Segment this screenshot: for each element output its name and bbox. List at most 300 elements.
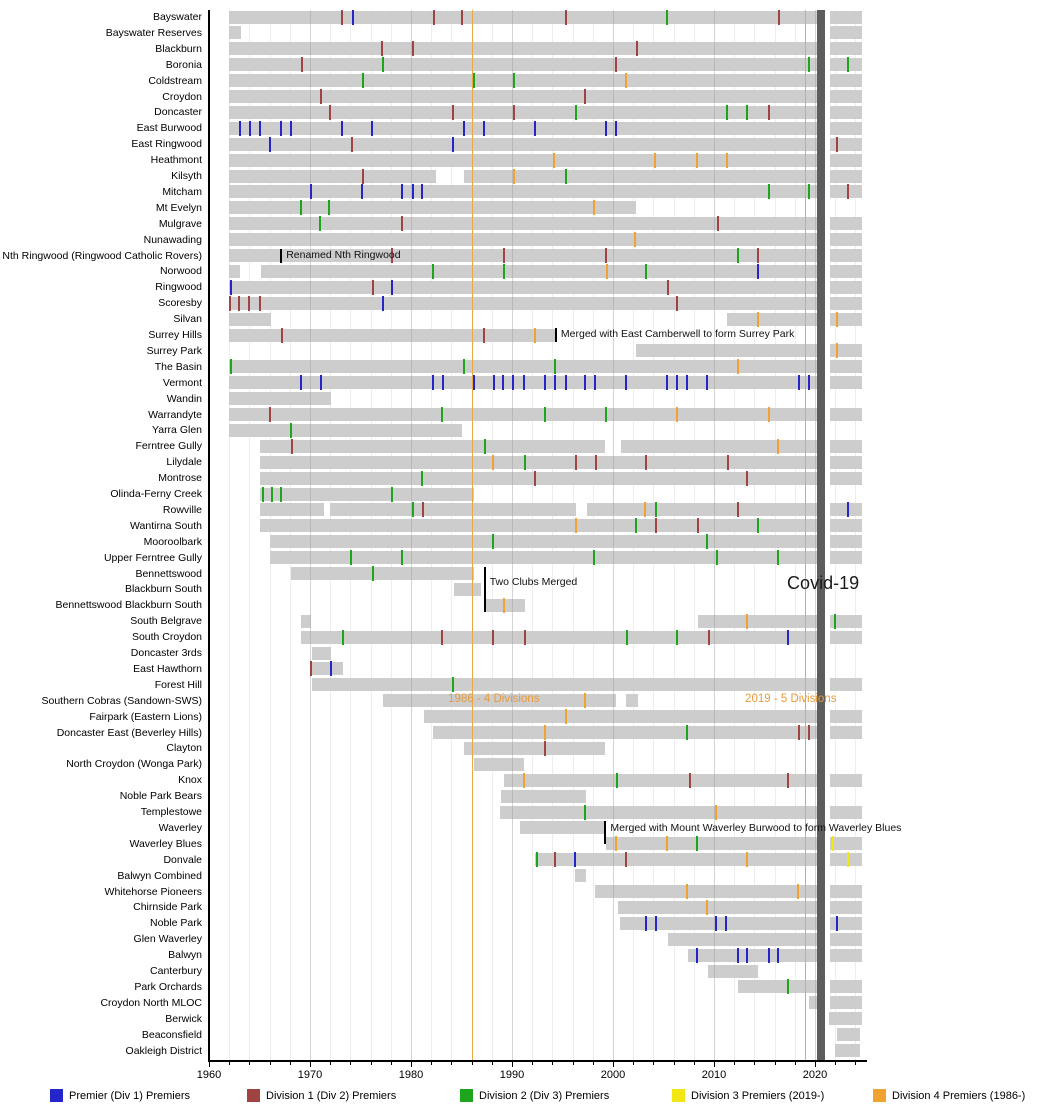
era-bar — [229, 329, 555, 342]
era-bar — [830, 265, 862, 278]
club-label: Southern Cobras (Sandown-SWS) — [41, 694, 202, 707]
covid-band — [817, 10, 825, 1060]
premiership-tick-4 — [644, 502, 646, 517]
premiership-tick-1 — [847, 184, 849, 199]
club-label: The Basin — [154, 360, 202, 373]
premiership-tick-P — [787, 630, 789, 645]
premiership-tick-1 — [412, 41, 414, 56]
club-label: Bennettswood Blackburn South — [55, 599, 202, 612]
premiership-tick-P — [737, 948, 739, 963]
club-label: Olinda-Ferny Creek — [110, 488, 202, 500]
premiership-tick-4 — [565, 709, 567, 724]
premiership-tick-1 — [757, 248, 759, 263]
era-bar — [229, 408, 817, 421]
premiership-tick-P — [836, 916, 838, 931]
x-axis-tick — [451, 1061, 452, 1065]
premiership-tick-2 — [716, 550, 718, 565]
premiership-tick-2 — [452, 677, 454, 692]
premiership-tick-P — [512, 375, 514, 390]
x-axis-tick — [593, 1061, 594, 1065]
premiership-tick-2 — [768, 184, 770, 199]
club-label: Glen Waverley — [133, 933, 202, 946]
era-bar — [830, 710, 862, 723]
gridline-decade — [714, 10, 715, 1060]
premiership-tick-1 — [372, 280, 374, 295]
club-label: Croydon North MLOC — [100, 996, 202, 1009]
club-label: Bayswater Reserves — [105, 26, 202, 39]
premiership-tick-1 — [248, 296, 250, 311]
premiership-tick-1 — [351, 137, 353, 152]
x-axis-line — [208, 1060, 867, 1062]
x-axis-tick — [209, 1061, 210, 1067]
club-label: Forest Hill — [154, 678, 202, 691]
club-label: Doncaster — [154, 106, 202, 119]
club-label: Canterbury — [150, 965, 202, 977]
premiership-tick-P — [382, 296, 384, 311]
era-bar — [837, 1028, 860, 1041]
era-bar — [618, 901, 817, 914]
club-label: Noble Park — [150, 917, 202, 930]
era-bar — [698, 615, 817, 628]
premiership-tick-P — [645, 916, 647, 931]
premiership-tick-2 — [524, 455, 526, 470]
premiership-tick-P — [310, 184, 312, 199]
gridline-decade — [815, 10, 816, 1060]
premiership-tick-1 — [341, 10, 343, 25]
premiership-tick-1 — [717, 216, 719, 231]
premiership-tick-1 — [808, 725, 810, 740]
premiership-tick-1 — [381, 41, 383, 56]
era-bar — [830, 185, 862, 198]
premiership-tick-3 — [847, 852, 849, 867]
era-bar — [835, 1044, 860, 1057]
x-axis-tick — [855, 1061, 856, 1065]
premiership-tick-P — [625, 375, 627, 390]
era-bar — [587, 503, 817, 516]
era-bar — [229, 281, 817, 294]
premiership-tick-1 — [441, 630, 443, 645]
club-label: Ringwood — [155, 281, 202, 294]
premiership-tick-4 — [606, 264, 608, 279]
era-bar — [229, 424, 462, 437]
premiership-tick-4 — [686, 884, 688, 899]
era-bar — [229, 58, 817, 71]
merge-annotation-text: Merged with East Camberwell to form Surrey Park — [560, 328, 795, 340]
era-bar — [229, 42, 817, 55]
era-bar — [626, 694, 638, 707]
premiership-tick-P — [421, 184, 423, 199]
x-axis-tick — [815, 1061, 816, 1067]
legend-label: Division 1 (Div 2) Premiers — [266, 1090, 397, 1102]
club-label: East Ringwood — [131, 138, 202, 151]
x-axis-tick — [472, 1061, 473, 1065]
era-bar — [229, 313, 270, 326]
premiership-tick-2 — [280, 487, 282, 502]
era-bar — [261, 265, 818, 278]
era-bar — [830, 170, 862, 183]
era-bar — [830, 519, 862, 532]
club-label: Surrey Park — [146, 344, 202, 357]
premiership-tick-P — [746, 948, 748, 963]
merge-marker-line — [484, 567, 486, 613]
premiership-tick-P — [554, 375, 556, 390]
premiership-tick-2 — [271, 487, 273, 502]
premiership-tick-2 — [401, 550, 403, 565]
premiership-tick-4 — [737, 359, 739, 374]
premiership-tick-P — [249, 121, 251, 136]
gridline-minor — [229, 10, 230, 1060]
era-bar — [454, 583, 480, 596]
gridline-minor — [249, 10, 250, 1060]
club-label: Mt Evelyn — [155, 201, 202, 214]
club-label: Kilsyth — [171, 170, 202, 182]
premiership-tick-P — [493, 375, 495, 390]
era-bar — [830, 917, 862, 930]
club-label: Whitehorse Pioneers — [104, 885, 202, 898]
premiership-tick-P — [352, 10, 354, 25]
x-axis-tick — [573, 1061, 574, 1065]
premiership-tick-2 — [645, 264, 647, 279]
x-axis-tick — [734, 1061, 735, 1065]
premiership-tick-2 — [676, 630, 678, 645]
premiership-tick-2 — [575, 105, 577, 120]
x-axis-tick — [795, 1061, 796, 1065]
premiership-tick-2 — [432, 264, 434, 279]
premiership-tick-1 — [667, 280, 669, 295]
premiership-tick-1 — [746, 471, 748, 486]
premiership-tick-P — [259, 121, 261, 136]
premiership-tick-1 — [229, 296, 231, 311]
era-bar — [830, 281, 862, 294]
premiership-tick-P — [230, 280, 232, 295]
era-bar — [301, 631, 817, 644]
premiership-tick-1 — [787, 773, 789, 788]
premiership-tick-P — [676, 375, 678, 390]
premiership-tick-P — [523, 375, 525, 390]
era-bar — [424, 710, 817, 723]
x-axis-tick — [350, 1061, 351, 1065]
era-bar — [830, 456, 862, 469]
premiership-tick-2 — [319, 216, 321, 231]
merge-annotation-text: Merged with Mount Waverley Burwood to form Waverley Blues — [610, 822, 902, 835]
premiership-tick-4 — [634, 232, 636, 247]
era-bar — [830, 980, 862, 993]
club-label: Upper Ferntree Gully — [103, 551, 202, 564]
legend-swatch-1 — [247, 1089, 260, 1102]
era-bar — [229, 217, 817, 230]
legend-label: Premier (Div 1) Premiers — [69, 1090, 191, 1102]
era-bar — [229, 154, 817, 167]
club-label: Noble Park Bears — [119, 790, 202, 803]
merge-marker-line — [280, 249, 282, 263]
gridline-decade — [411, 10, 412, 1060]
premiership-tick-1 — [422, 502, 424, 517]
era-bar — [830, 249, 862, 262]
premiership-tick-P — [574, 852, 576, 867]
premiership-tick-1 — [238, 296, 240, 311]
club-label: Nunawading — [143, 233, 202, 246]
club-label: Lilydale — [166, 456, 202, 469]
premiership-tick-4 — [715, 805, 717, 820]
era-bar — [504, 774, 817, 787]
premiership-tick-P — [777, 948, 779, 963]
premiership-tick-1 — [615, 57, 617, 72]
premiership-tick-4 — [777, 439, 779, 454]
x-axis-label: 2020 — [802, 1069, 828, 1081]
premiership-tick-1 — [798, 725, 800, 740]
gridline-decade — [613, 10, 614, 1060]
era-bar — [830, 551, 862, 564]
premiership-tick-1 — [676, 296, 678, 311]
premiership-tick-2 — [421, 471, 423, 486]
premiership-tick-2 — [655, 502, 657, 517]
premiership-tick-P — [686, 375, 688, 390]
era-bar — [291, 567, 474, 580]
premiership-tick-2 — [513, 73, 515, 88]
premiership-tick-P — [706, 375, 708, 390]
x-axis-label: 1970 — [297, 1069, 323, 1081]
x-axis-tick — [633, 1061, 634, 1065]
y-axis-line — [208, 10, 210, 1060]
premiership-tick-P — [534, 121, 536, 136]
era-bar — [229, 392, 331, 405]
era-bar — [229, 122, 817, 135]
premiership-tick-P — [280, 121, 282, 136]
premiership-tick-4 — [553, 153, 555, 168]
era-bar — [229, 170, 436, 183]
premiership-tick-P — [798, 375, 800, 390]
premiership-tick-P — [715, 916, 717, 931]
era-bar — [330, 503, 575, 516]
club-label: East Hawthorn — [133, 662, 202, 675]
club-label: Yarra Glen — [152, 424, 202, 437]
club-label: Coldstream — [148, 74, 202, 87]
x-axis-tick — [330, 1061, 331, 1065]
premiership-tick-1 — [281, 328, 283, 343]
era-bar — [270, 535, 817, 548]
premiership-tick-4 — [523, 773, 525, 788]
era-bar — [229, 233, 817, 246]
premiership-tick-1 — [362, 169, 364, 184]
premiership-tick-2 — [847, 57, 849, 72]
x-axis-tick — [754, 1061, 755, 1065]
premiership-tick-2 — [503, 264, 505, 279]
premiership-tick-P — [666, 375, 668, 390]
premiership-tick-1 — [301, 57, 303, 72]
x-axis-tick — [613, 1061, 614, 1067]
premiership-tick-P — [565, 375, 567, 390]
legend-swatch-2 — [460, 1089, 473, 1102]
premiership-tick-4 — [768, 407, 770, 422]
club-label: Berwick — [165, 1012, 202, 1025]
premiership-tick-2 — [808, 57, 810, 72]
premiership-tick-P — [391, 280, 393, 295]
premiership-tick-1 — [503, 248, 505, 263]
x-axis-tick — [552, 1061, 553, 1065]
premiership-tick-P — [502, 375, 504, 390]
premiership-tick-P — [290, 121, 292, 136]
premiership-tick-2 — [544, 407, 546, 422]
x-axis-tick — [431, 1061, 432, 1065]
premiership-tick-4 — [706, 900, 708, 915]
premiership-tick-2 — [635, 518, 637, 533]
era-bar — [830, 678, 862, 691]
x-axis-tick — [714, 1061, 715, 1067]
premiership-tick-4 — [836, 343, 838, 358]
club-label: Wandin — [166, 392, 202, 405]
premiership-tick-2 — [777, 550, 779, 565]
premiership-tick-P — [655, 916, 657, 931]
era-bar — [727, 313, 817, 326]
premiership-tick-2 — [391, 487, 393, 502]
club-label: East Burwood — [136, 122, 202, 135]
club-label: Croydon — [162, 90, 202, 103]
era-bar — [229, 90, 817, 103]
premiership-tick-1 — [291, 439, 293, 454]
club-label: Templestowe — [140, 806, 202, 818]
era-bar — [830, 774, 862, 787]
premiership-tick-1 — [625, 852, 627, 867]
premiership-tick-2 — [565, 169, 567, 184]
club-label: Balwyn — [168, 949, 202, 962]
club-label: Boronia — [165, 58, 202, 71]
club-label: Beaconsfield — [141, 1028, 202, 1041]
premiership-tick-P — [371, 121, 373, 136]
club-label: Wantirna South — [130, 519, 202, 532]
premiership-tick-P — [615, 121, 617, 136]
premiership-tick-P — [442, 375, 444, 390]
club-label: Montrose — [158, 472, 202, 485]
premiership-tick-1 — [575, 455, 577, 470]
era-bar — [830, 726, 862, 739]
merge-annotation-text: Two Clubs Merged — [489, 576, 578, 589]
era-bar — [830, 106, 862, 119]
chart-note-text: 1986 - 4 Divisions — [448, 693, 540, 706]
premiership-tick-2 — [666, 10, 668, 25]
gridline-decade — [310, 10, 311, 1060]
legend-swatch-3 — [672, 1089, 685, 1102]
premiership-tick-2 — [328, 200, 330, 215]
premiership-tick-P — [768, 948, 770, 963]
era-bar — [620, 917, 817, 930]
premiership-tick-2 — [706, 534, 708, 549]
premiership-tick-P — [594, 375, 596, 390]
merge-marker-line — [555, 328, 557, 342]
era-bar — [229, 74, 817, 87]
club-label: Chirnside Park — [133, 901, 202, 914]
club-label: Ferntree Gully — [135, 440, 202, 453]
premiership-tick-2 — [726, 105, 728, 120]
premiership-tick-1 — [524, 630, 526, 645]
era-bar — [575, 869, 586, 882]
era-bar — [501, 790, 586, 803]
premiership-tick-4 — [757, 312, 759, 327]
premiership-tick-1 — [689, 773, 691, 788]
era-bar — [229, 11, 817, 24]
era-bar — [464, 170, 818, 183]
premiership-tick-1 — [534, 471, 536, 486]
club-label: Knox — [178, 774, 202, 787]
premiership-tick-2 — [808, 184, 810, 199]
club-label: Mulgrave — [158, 217, 202, 230]
x-axis-tick — [411, 1061, 412, 1067]
premiership-tick-4 — [534, 328, 536, 343]
club-label: Waverley Blues — [129, 837, 202, 850]
premiership-tick-4 — [625, 73, 627, 88]
club-label: Waverley — [158, 821, 202, 834]
premiership-tick-2 — [787, 979, 789, 994]
premiership-tick-4 — [836, 312, 838, 327]
era-bar — [830, 74, 862, 87]
club-label: Blackburn — [155, 42, 202, 55]
era-bar — [520, 821, 605, 834]
premiership-tick-3 — [832, 836, 834, 851]
premiership-tick-2 — [473, 73, 475, 88]
premiership-tick-P — [473, 375, 475, 390]
premiership-tick-4 — [726, 153, 728, 168]
premiership-tick-P — [239, 121, 241, 136]
club-label: Surrey Hills — [148, 329, 202, 341]
premiership-tick-P — [584, 375, 586, 390]
era-bar — [229, 185, 817, 198]
premiership-tick-P — [696, 948, 698, 963]
premiership-tick-2 — [382, 57, 384, 72]
x-axis-tick — [532, 1061, 533, 1065]
premiership-tick-2 — [616, 773, 618, 788]
premiership-tick-2 — [593, 550, 595, 565]
era-bar — [830, 901, 862, 914]
premiership-tick-1 — [768, 105, 770, 120]
club-label: South Croydon — [131, 631, 202, 644]
premiership-tick-4 — [676, 407, 678, 422]
premiership-tick-4 — [575, 518, 577, 533]
chart-note-text: 2019 - 5 Divisions — [745, 693, 837, 706]
club-label: Clayton — [166, 742, 202, 755]
premiership-tick-2 — [686, 725, 688, 740]
legend-swatch-P — [50, 1089, 63, 1102]
premiership-tick-P — [269, 137, 271, 152]
premiership-tick-1 — [401, 216, 403, 231]
premiership-tick-P — [432, 375, 434, 390]
legend-label: Division 2 (Div 3) Premiers — [479, 1090, 610, 1102]
merge-annotation-text: Renamed Nth Ringwood — [286, 248, 401, 261]
era-bar — [830, 233, 862, 246]
premiership-tick-2 — [230, 359, 232, 374]
club-label: Blackburn South — [124, 583, 202, 596]
club-label: Warrandyte — [148, 408, 202, 421]
era-bar — [830, 58, 862, 71]
era-bar — [535, 853, 817, 866]
premiership-tick-2 — [412, 502, 414, 517]
era-bar — [229, 106, 817, 119]
division-line-2019 — [805, 10, 807, 1060]
x-axis-tick — [310, 1061, 311, 1067]
premiership-tick-2 — [463, 359, 465, 374]
premiership-tick-4 — [492, 455, 494, 470]
x-axis-label: 1960 — [196, 1069, 222, 1081]
club-label: Donvale — [163, 853, 202, 866]
club-label: North Croydon (Wonga Park) — [66, 758, 202, 771]
era-bar — [433, 726, 817, 739]
era-bar — [830, 806, 862, 819]
club-label: Bennettswood — [135, 567, 202, 580]
premiership-tick-4 — [584, 693, 586, 708]
x-axis-tick — [391, 1061, 392, 1065]
era-bar — [688, 949, 817, 962]
era-bar — [260, 456, 818, 469]
premiership-tick-1 — [259, 296, 261, 311]
x-axis-label: 2000 — [600, 1069, 626, 1081]
